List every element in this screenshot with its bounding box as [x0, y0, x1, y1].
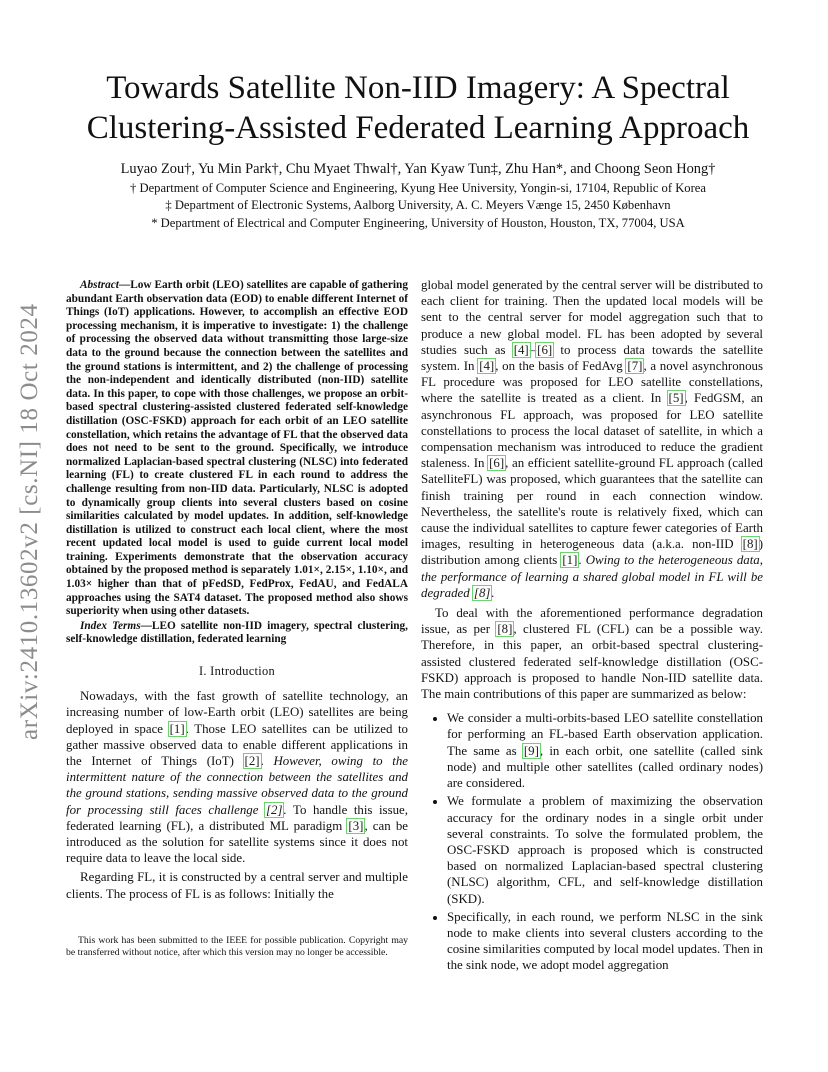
section-heading: I. Introduction [198, 664, 276, 679]
left-column [66, 279, 408, 902]
arxiv-stamp: arXiv:2410.13602v2 [cs.NI] 18 Oct 2024 [16, 303, 43, 740]
affiliation-1: † Department of Computer Science and Engineering, Kyung Hee University, Yongin-si, 17104, Republic of Korea [130, 181, 706, 195]
citation-link[interactable]: [7] [627, 359, 643, 374]
citation-link[interactable]: [2] [244, 754, 260, 769]
citation-link[interactable]: [8] [742, 537, 758, 552]
paper-title: Towards Satellite Non-IID Imagery: A Spectral Clustering-Assisted Federated Learning Approach [86, 70, 750, 146]
right-paragraph-1: global model generated by the central server will be distributed to each client for training. Then the updated local models will be sent to the central server for model aggregation such that to produce a new global model. FL has been adopted by several studies such as [4]–[6] to process data towards the satellite system. In [4], on the basis of FedAvg [7], a novel asynchronous FL procedure was proposed for LEO satellite constellations, where the satellite is treated as a client. In [5], FedGSM, an asynchronous FL approach, was proposed for LEO satellite constellations to process the local dataset of satellite, in which a compensation mechanism was introduced to reduce the gradient staleness. In [6], an efficient satellite-ground FL approach (called SatelliteFL) was proposed, which guarantees that the satellite can finish training per round in each connection window. Nevertheless, the satellite's route is relatively fixed, which can cause the individual satellites to capture fewer categories of Earth images, resulting in heterogeneous data (a.k.a. non-IID [8]) distribution among clients [1]. Owing to the heterogeneous data, the performance of learning a shared global model in FL will be degraded [8]. [421, 278, 764, 600]
citation-link[interactable]: [9] [523, 743, 539, 758]
citation-link[interactable]: [1] [169, 721, 185, 736]
citation-link[interactable]: [2] [265, 802, 283, 817]
footnote: This work has been submitted to the IEEE for possible publication. Copyright may be transferred without notice, after which this version may no longer be accessible. [66, 935, 408, 958]
contributions-list [421, 710, 763, 973]
citation-link[interactable]: [8] [473, 585, 491, 600]
citation-link[interactable]: [8] [497, 622, 513, 637]
right-paragraph-2: To deal with the aforementioned performance degradation issue, as per [8], clustered FL (CFL) can be a possible way. Therefore, in this paper, an orbit-based spectral clustering-assisted clustered federated self-knowledge distillation (OSC-FSKD) approach is proposed to handle Non-IID satellite data. The main contributions of this paper are summarized as below: [421, 606, 763, 702]
citation-link[interactable]: [1] [562, 553, 578, 568]
list-item: • Specifically, in each round, we perform NLSC in the sink node to make clients into several clusters according to the cosine similarities computed by local model updates. Then in the sink node, we adopt model aggregation [447, 909, 763, 974]
citation-link[interactable]: [4] [479, 359, 495, 374]
affiliation-2: ‡ Department of Electronic Systems, Aalborg University, A. C. Meyers Vænge 15, 2450 København [165, 198, 671, 212]
list-item: • We consider a multi-orbits-based LEO satellite constellation for performing an FL-based Earth observation application. The same as [9], in each orbit, one satellite (called sink node) and multiple other satellites (called ordinary nodes) are considered. [447, 710, 763, 791]
citation-link[interactable]: [6] [489, 456, 505, 471]
affiliation-3: * Department of Electrical and Computer Engineering, University of Houston, Houston, TX, 77004, USA [151, 216, 685, 230]
author-list: Luyao Zou†, Yu Min Park†, Chu Myaet Thwal†, Yan Kyaw Tun‡, Zhu Han*, and Choong Seon Hong† [120, 161, 716, 177]
citation-link[interactable]: [5] [668, 391, 684, 406]
list-item: • We formulate a problem of maximizing the observation accuracy for the ordinary nodes in a single orbit under several constraints. To solve the formulated problem, the OSC-FSKD approach is proposed which is constructed based on normalized Laplacian-based spectral clustering (NLSC) algorithm, CFL, and self-knowledge distillation (SKD). [447, 793, 763, 906]
intro-paragraph-2: Regarding FL, it is constructed by a central server and multiple clients. The process of FL is as follows: Initially the [66, 870, 408, 901]
citation-link[interactable]: [3] [348, 818, 364, 833]
index-terms: Index Terms—LEO satellite non-IID imagery, spectral clustering, self-knowledge distillation, federated learning [66, 619, 408, 646]
abstract: Abstract—Low Earth orbit (LEO) satellites are capable of gathering abundant Earth observation data (EOD) to enable different Internet of Things (IoT) applications. However, to accomplish an effective EOD processing mechanism, it is imperative to investigate: 1) the challenge of processing the observed data without transmitting those large-size data to the ground because the connection between the satellites and the ground stations is intermittent, and 2) the challenge of processing the non-independent and identically distributed (non-IID) satellite data. In this paper, to cope with those challenges, we propose an orbit-based spectral clustering-assisted clustered federated self-knowledge distillation (OSC-FSKD) approach for each orbit of an LEO satellite constellation, which retains the advantage of FL that the observed data does not need to be sent to the ground. Specifically, we introduce normalized Laplacian-based spectral clustering (NLSC) into federated learning (FL) to create clustered FL in each round to address the challenge resulting from non-IID data. Particularly, NLSC is adopted to dynamically group clients into several clusters based on cosine similarities calculated by model updates. In addition, self-knowledge distillation is utilized to construct each local client, where the most recent updated local model is used to guide current local model training. Experiments demonstrate that the observation accuracy obtained by the proposed method is separately 1.01×, 2.15×, 1.10×, and 1.03× higher than that of pFedSD, FedProx, FedAU, and FedALA approaches using the SAT4 dataset. The proposed method also shows superiority when using other datasets. [66, 279, 408, 618]
intro-paragraph-1: Nowadays, with the fast growth of satellite technology, an increasing number of low-Earth orbit (LEO) satellites are being deployed in space [1]. Those LEO satellites can be utilized to gather massive observed data to enable different applications in the Internet of Things (IoT) [2]. However, owing to the intermittent nature of the connection between the satellites and the ground stations, sending massive observed data to the ground for processing still faces challenge [2]. To handle this issue, federated learning (FL), a distributed ML paradigm [3], can be introduced as the solution for satellite systems since it does not require data to leave the local side. [66, 689, 408, 866]
citation-link[interactable]: [6] [537, 342, 553, 357]
right-column [421, 277, 763, 976]
citation-link[interactable]: [4] [513, 342, 529, 357]
